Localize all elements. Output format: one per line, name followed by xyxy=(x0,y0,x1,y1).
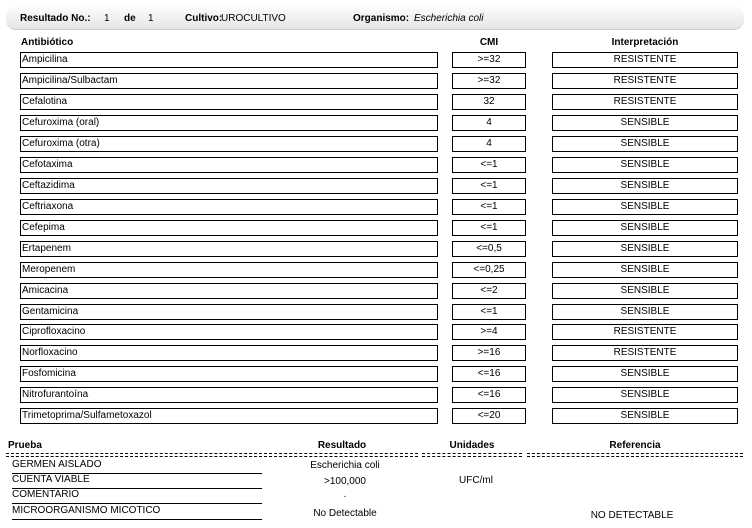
test-result: >100,000 xyxy=(324,476,366,487)
report-header xyxy=(6,6,744,30)
interpretation-cell: SENSIBLE xyxy=(552,157,738,173)
antibiotic-cell: Ampicilina/Sulbactam xyxy=(20,73,438,89)
divider xyxy=(6,453,262,454)
interpretation-cell: RESISTENTE xyxy=(552,345,738,361)
antibiotic-cell: Cefuroxima (otra) xyxy=(20,136,438,152)
divider xyxy=(422,453,522,454)
test-units: UFC/ml xyxy=(459,475,493,486)
interpretation-cell: SENSIBLE xyxy=(552,262,738,278)
antibiotic-cell: Cefalotina xyxy=(20,94,438,110)
divider xyxy=(6,456,262,457)
interpretation-cell: SENSIBLE xyxy=(552,387,738,403)
divider xyxy=(527,456,743,457)
interpretation-cell: SENSIBLE xyxy=(552,115,738,131)
antibiotic-cell: Cefuroxima (oral) xyxy=(20,115,438,131)
test-name: COMENTARIO xyxy=(12,489,262,504)
cmi-cell: <=0,5 xyxy=(452,241,526,257)
cmi-cell: <=20 xyxy=(452,408,526,424)
interpretation-cell: RESISTENTE xyxy=(552,73,738,89)
test-column-header: Prueba xyxy=(8,440,42,451)
interpretation-cell: SENSIBLE xyxy=(552,199,738,215)
interpretation-cell: SENSIBLE xyxy=(552,220,738,236)
cmi-cell: <=0,25 xyxy=(452,262,526,278)
divider xyxy=(527,453,743,454)
antibiotic-cell: Amicacina xyxy=(20,283,438,299)
units-column-header: Unidades xyxy=(449,440,495,451)
cmi-cell: <=16 xyxy=(452,387,526,403)
result-total-value: 1 xyxy=(148,13,154,24)
test-reference: NO DETECTABLE xyxy=(590,510,674,521)
divider xyxy=(264,456,418,457)
test-result: No Detectable xyxy=(313,508,377,519)
antibiotic-cell: Cefotaxima xyxy=(20,157,438,173)
antibiotic-cell: Norfloxacino xyxy=(20,345,438,361)
interpretation-cell: SENSIBLE xyxy=(552,178,738,194)
cmi-cell: <=16 xyxy=(452,366,526,382)
cmi-cell: <=2 xyxy=(452,283,526,299)
interpretation-cell: RESISTENTE xyxy=(552,94,738,110)
result-column-header: Resultado xyxy=(317,440,367,451)
interpretation-cell: SENSIBLE xyxy=(552,241,738,257)
result-of-label: de xyxy=(124,13,136,24)
test-result: . xyxy=(343,489,347,500)
cmi-cell: 4 xyxy=(452,115,526,131)
antibiotic-cell: Ampicilina xyxy=(20,52,438,68)
cmi-cell: >=4 xyxy=(452,324,526,340)
organism-value: Escherichia coli xyxy=(414,13,484,24)
test-name: CUENTA VIABLE xyxy=(12,474,262,489)
antibiotic-cell: Ciprofloxacino xyxy=(20,324,438,340)
cmi-cell: >=16 xyxy=(452,345,526,361)
result-number-label: Resultado No.: xyxy=(20,13,91,24)
divider xyxy=(264,453,418,454)
cmi-column-header: CMI xyxy=(479,37,499,48)
antibiotic-cell: Fosfomicina xyxy=(20,366,438,382)
result-number-value: 1 xyxy=(104,13,110,24)
cmi-cell: <=1 xyxy=(452,157,526,173)
cmi-cell: >=32 xyxy=(452,73,526,89)
antibiotic-cell: Meropenem xyxy=(20,262,438,278)
cmi-cell: <=1 xyxy=(452,304,526,320)
test-result: Escherichia coli xyxy=(310,460,380,471)
culture-value: UROCULTIVO xyxy=(221,13,286,24)
antibiotic-cell: Ceftazidima xyxy=(20,178,438,194)
antibiotic-cell: Gentamicina xyxy=(20,304,438,320)
organism-label: Organismo: xyxy=(353,13,410,24)
antibiotic-cell: Ertapenem xyxy=(20,241,438,257)
interpretation-cell: RESISTENTE xyxy=(552,324,738,340)
interpretation-column-header: Interpretación xyxy=(611,37,679,48)
interpretation-cell: RESISTENTE xyxy=(552,52,738,68)
cmi-cell: 4 xyxy=(452,136,526,152)
cmi-cell: <=1 xyxy=(452,178,526,194)
interpretation-cell: SENSIBLE xyxy=(552,136,738,152)
cmi-cell: 32 xyxy=(452,94,526,110)
divider xyxy=(422,456,522,457)
cmi-cell: <=1 xyxy=(452,220,526,236)
cmi-cell: >=32 xyxy=(452,52,526,68)
test-name: MICROORGANISMO MICOTICO xyxy=(12,505,262,520)
antibiotic-cell: Cefepima xyxy=(20,220,438,236)
antibiotic-cell: Ceftriaxona xyxy=(20,199,438,215)
antibiotic-cell: Nitrofurantoína xyxy=(20,387,438,403)
antibiotic-cell: Trimetoprima/Sulfametoxazol xyxy=(20,408,438,424)
interpretation-cell: SENSIBLE xyxy=(552,283,738,299)
interpretation-cell: SENSIBLE xyxy=(552,304,738,320)
interpretation-cell: SENSIBLE xyxy=(552,408,738,424)
interpretation-cell: SENSIBLE xyxy=(552,366,738,382)
reference-column-header: Referencia xyxy=(609,440,661,451)
antibiotic-column-header: Antibiótico xyxy=(21,37,74,48)
test-name: GERMEN AISLADO xyxy=(12,459,262,474)
cmi-cell: <=1 xyxy=(452,199,526,215)
culture-label: Cultivo: xyxy=(185,13,223,24)
